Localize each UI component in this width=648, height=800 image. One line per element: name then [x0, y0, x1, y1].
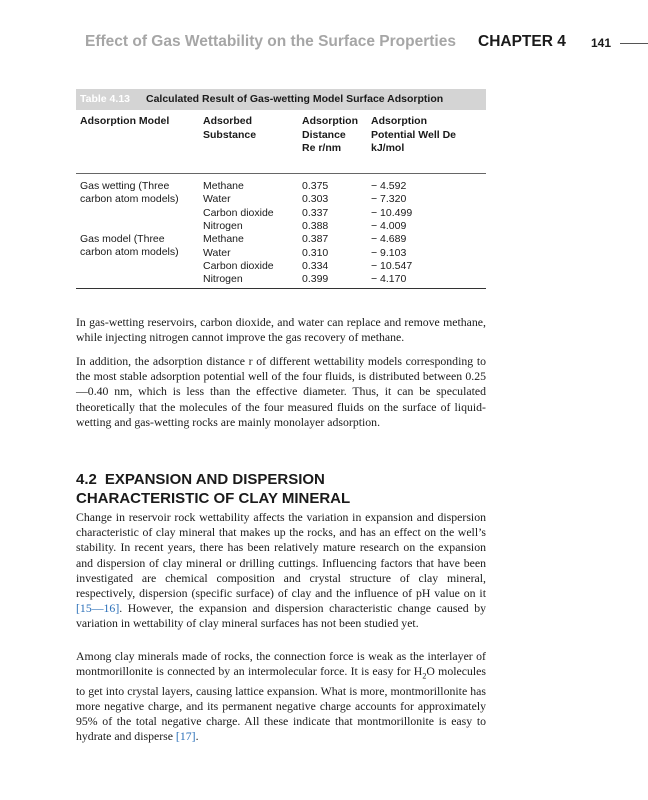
paragraph-adsorption-distance: In addition, the adsorption distance r of different wettability models corresponding to the most stable adsorption potential well of the four fluids, is distributed between 0.25—0.40 nm, which is less than the effective diameter. Thus, it can be speculated theoretically that the molecules of the four measured fluids on the surface of liquid-wetting and gas-wetting rocks are mainly monolayer adsorption. — [76, 354, 486, 429]
section-title-line2: CHARACTERISTIC OF CLAY MINERAL — [76, 490, 351, 507]
column-header-substance — [203, 115, 256, 142]
group-label-gas-model — [80, 233, 179, 260]
paragraph-text: Among clay minerals made of rocks, the connection force is weak as the interlayer of montmorillonite is connected by an intermolecular force. It is easy for H — [76, 649, 486, 679]
table-cell-potential: − 7.320 — [371, 193, 407, 206]
table-cell-potential: − 4.009 — [371, 219, 407, 232]
table-cell-substance: Methane — [203, 233, 244, 246]
column-header-potential-line3: kJ/mol — [371, 142, 405, 154]
group-label-line2: carbon atom models) — [80, 193, 179, 206]
section-heading — [76, 470, 496, 508]
paragraph-text: O molecules to get into crystal layers, causing lattice expansion. What is more, montmorillonite has more negative charge, and its permanent negative charge accounts for approximately 95% of the total negative charge. All these indicate that montmorillonite is easy to hydrate and disperse — [76, 664, 486, 744]
section-title-line1: EXPANSION AND DISPERSION — [104, 471, 325, 488]
table-cell-substance: Nitrogen — [203, 219, 243, 232]
table-4-13 — [76, 89, 486, 286]
table-cell-distance: 0.399 — [302, 273, 329, 286]
group-label-line1: Gas model (Three — [80, 233, 165, 245]
table-caption — [76, 89, 486, 110]
paragraph-text: . However, the expansion and dispersion characteristic change caused by variation in wettability of clay mineral surfaces has not been studied yet. — [76, 601, 486, 631]
table-cell-distance: 0.375 — [302, 180, 329, 192]
column-header-distance-line1: Adsorption — [302, 115, 358, 127]
column-header-model-text: Adsorption Model — [80, 115, 170, 127]
chapter-label: CHAPTER 4 — [478, 33, 566, 50]
table-cell-substance: Water — [203, 193, 231, 206]
subscript-2: 2 — [422, 671, 427, 681]
table-cell-potential: − 4.689 — [371, 233, 407, 246]
table-bottom-rule — [76, 288, 486, 289]
section-number: 4.2 — [76, 471, 97, 488]
table-title: Calculated Result of Gas-wetting Model Surface Adsorption — [146, 93, 444, 105]
running-header-title: Effect of Gas Wettability on the Surface Properties — [85, 33, 456, 50]
column-header-distance-line3: Re r/nm — [302, 142, 342, 154]
group-label-gas-wetting — [80, 180, 179, 207]
column-header-potential — [371, 115, 456, 156]
table-cell-substance: Carbon dioxide — [203, 259, 274, 272]
column-header-substance-line2: Substance — [203, 128, 257, 141]
table-cell-substance: Methane — [203, 180, 244, 192]
column-header-potential-line2: Potential Well De — [371, 128, 456, 141]
table-cell-substance: Water — [203, 246, 231, 259]
paragraph-text: . — [195, 729, 199, 744]
table-cell-distance: 0.337 — [302, 206, 329, 219]
table-cell-potential: − 10.547 — [371, 259, 413, 272]
paragraph-clay-wettability — [76, 510, 486, 632]
table-cell-distance: 0.387 — [302, 233, 329, 246]
running-header — [0, 32, 648, 54]
column-header-potential-line1: Adsorption — [371, 115, 427, 127]
paragraph-text: Change in reservoir rock wettability affects the variation in expansion and dispersion characteristic of clay mineral that makes up the rocks, and has an effect on the well’s stability. In recent years, there has been relatively mature research on the expansion and dispersion of clay mineral or drilling cuttings. Influencing factors that have been investigated are chemical composition and crystal structure of clay mineral, respectively, dispersion (specific surface) of clay and the influence of pH value on it — [76, 510, 486, 601]
column-header-distance — [302, 115, 358, 156]
column-header-model — [80, 115, 169, 129]
table-header-rule — [76, 173, 486, 174]
table-cell-distance: 0.334 — [302, 259, 329, 272]
table-cell-substance: Nitrogen — [203, 273, 243, 286]
column-header-distance-line2: Distance — [302, 128, 346, 141]
paragraph-montmorillonite — [76, 649, 486, 745]
page-number: 141 — [591, 36, 612, 50]
table-cell-distance: 0.310 — [302, 246, 329, 259]
paragraph-gas-wetting-replacement: In gas-wetting reservoirs, carbon dioxide, and water can replace and remove methane, while injecting nitrogen cannot improve the gas recovery of methane. — [76, 315, 486, 345]
table-cell-distance: 0.303 — [302, 193, 329, 206]
table-cell-distance: 0.388 — [302, 219, 329, 232]
group-label-line1: Gas wetting (Three — [80, 180, 170, 192]
data-table — [76, 110, 486, 286]
table-cell-potential: − 4.170 — [371, 273, 407, 286]
table-cell-substance: Carbon dioxide — [203, 206, 274, 219]
table-cell-potential: − 10.499 — [371, 206, 413, 219]
table-cell-potential: − 4.592 — [371, 180, 407, 192]
section-heading-line1 — [76, 470, 496, 489]
header-rule — [620, 43, 648, 44]
table-cell-potential: − 9.103 — [371, 246, 407, 259]
group-label-line2: carbon atom models) — [80, 246, 179, 259]
table-label: Table 4.13 — [80, 93, 130, 105]
citation-link-17[interactable]: [17] — [175, 729, 196, 744]
citation-link-15-16[interactable]: [15—16] — [76, 601, 120, 616]
column-header-substance-line1: Adsorbed — [203, 115, 253, 127]
